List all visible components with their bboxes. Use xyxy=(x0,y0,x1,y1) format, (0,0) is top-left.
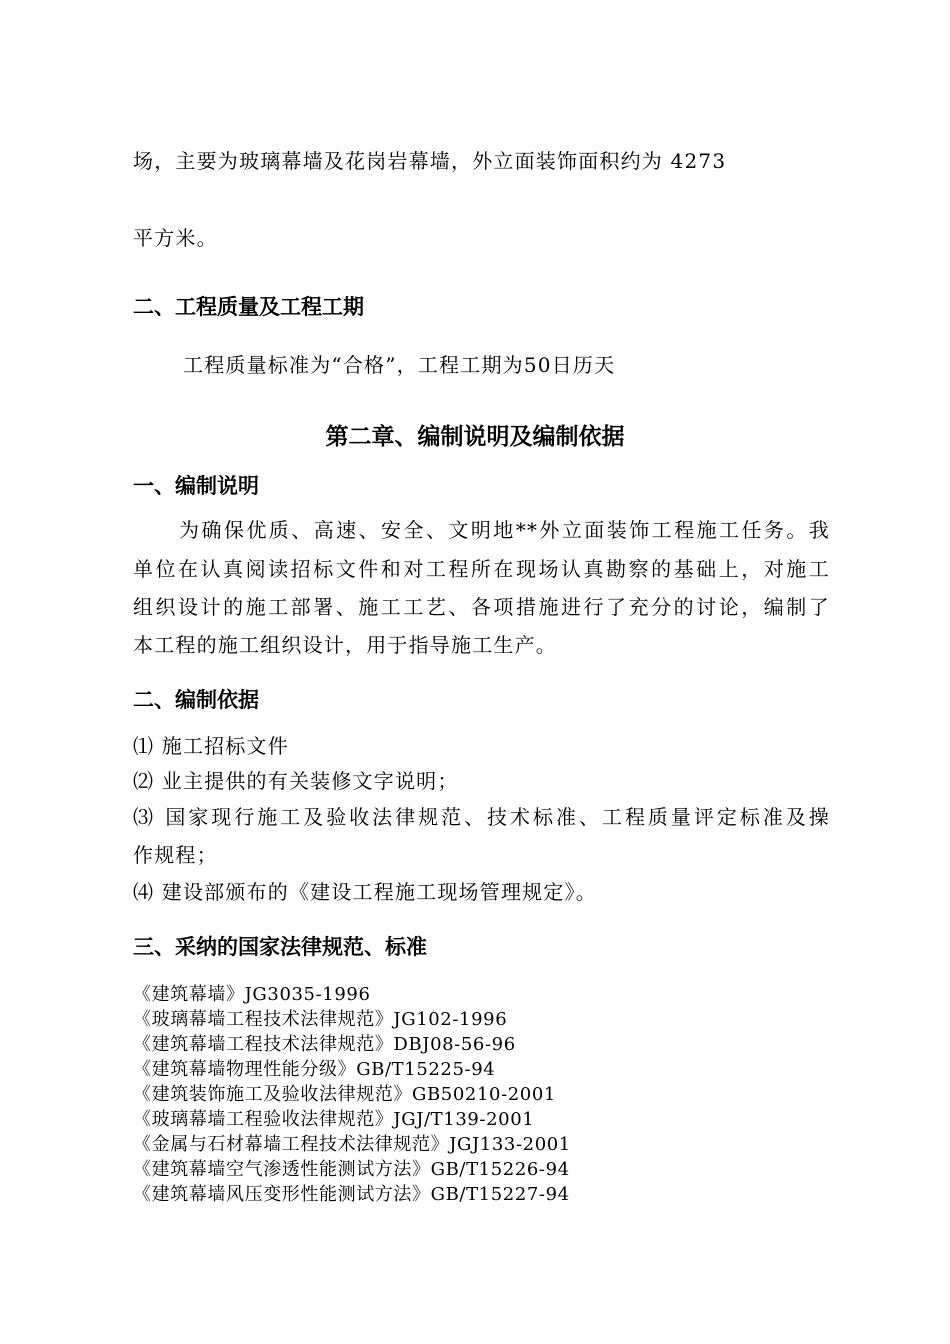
quality-heading: 二、工程质量及工程工期 xyxy=(133,295,364,319)
chapter-title: 第二章、编制说明及编制依据 xyxy=(325,424,625,450)
basis-item-2: ⑵ 业主提供的有关装修文字说明； xyxy=(133,769,459,793)
intro-line-1: 场，主要为玻璃幕墙及花岗岩幕墙，外立面装饰面积约为 4273 xyxy=(133,149,727,173)
standard-item: 《金属与石材幕墙工程技术法律规范》JGJ133-2001 xyxy=(133,1134,571,1155)
standard-item: 《建筑幕墙工程技术法律规范》DBJ08-56-96 xyxy=(133,1034,516,1055)
standard-item: 《建筑幕墙空气渗透性能测试方法》GB/T15226-94 xyxy=(133,1159,570,1180)
intro-line-2: 平方米。 xyxy=(133,226,218,250)
explanation-line-4: 本工程的施工组织设计，用于指导施工生产。 xyxy=(133,633,557,657)
standards-heading: 三、采纳的国家法律规范、标准 xyxy=(133,935,427,959)
explanation-line-3: 组织设计的施工部署、施工工艺、各项措施进行了充分的讨论，编制了 xyxy=(133,595,830,619)
standard-item: 《建筑幕墙风压变形性能测试方法》GB/T15227-94 xyxy=(133,1184,570,1205)
standard-item: 《建筑幕墙》JG3035-1996 xyxy=(133,984,371,1005)
basis-item-1: ⑴ 施工招标文件 xyxy=(133,734,289,758)
explanation-line-2: 单位在认真阅读招标文件和对工程所在现场认真勘察的基础上，对施工 xyxy=(133,557,830,581)
explanation-heading: 一、编制说明 xyxy=(133,474,259,498)
standard-item: 《建筑装饰施工及验收法律规范》GB50210-2001 xyxy=(133,1084,556,1105)
standard-item: 《建筑幕墙物理性能分级》GB/T15225-94 xyxy=(133,1059,496,1080)
basis-heading: 二、编制依据 xyxy=(133,688,259,712)
basis-item-3: ⑶ 国家现行施工及验收法律规范、技术标准、工程质量评定标准及操 xyxy=(133,805,830,829)
standard-item: 《玻璃幕墙工程验收法律规范》JGJ/T139-2001 xyxy=(133,1109,535,1130)
basis-item-3-cont: 作规程； xyxy=(133,843,218,867)
explanation-line-1: 为确保优质、高速、安全、文明地**外立面装饰工程施工任务。我 xyxy=(179,518,830,542)
quality-text: 工程质量标准为“合格”，工程工期为50日历天 xyxy=(183,353,616,377)
basis-item-4: ⑷ 建设部颁布的《建设工程施工现场管理规定》。 xyxy=(133,880,597,904)
standard-item: 《玻璃幕墙工程技术法律规范》JG102-1996 xyxy=(133,1009,508,1030)
